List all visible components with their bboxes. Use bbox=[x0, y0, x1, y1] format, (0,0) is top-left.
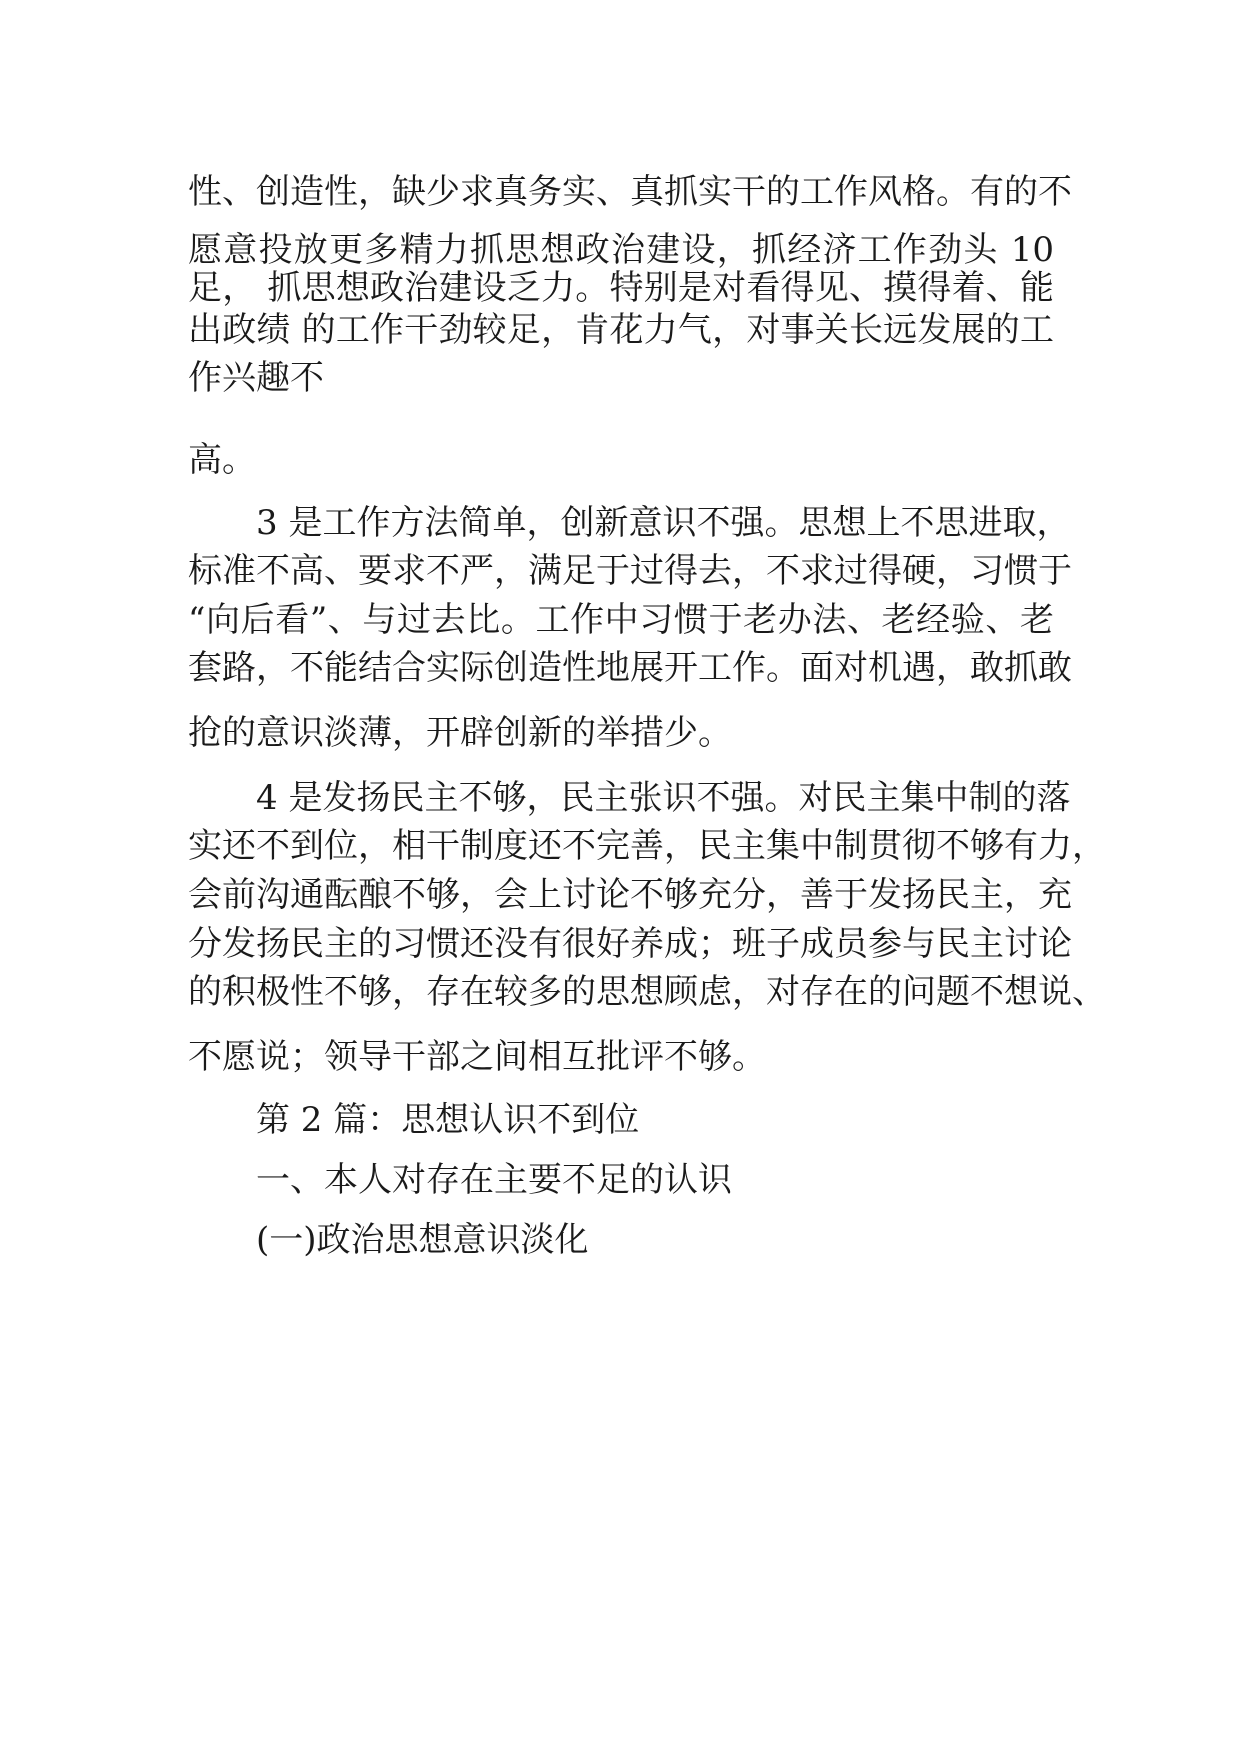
section-heading: (一)政治思想意识淡化 bbox=[256, 1220, 589, 1260]
paragraph-line: 3 是工作方法简单，创新意识不强。思想上不思进取， bbox=[256, 503, 1071, 543]
paragraph-line: “向后看”、与过去比。工作中习惯于老办法、老经验、老 bbox=[188, 600, 1054, 640]
paragraph-line: 愿意投放更多精力抓思想政治建设，抓经济工作劲头 10 bbox=[188, 230, 1054, 270]
paragraph-line: 性、创造性，缺少求真务实、真抓实干的工作风格。有的不 bbox=[188, 172, 1072, 212]
paragraph-line: 实还不到位，相干制度还不完善，民主集中制贯彻不够有力， bbox=[188, 826, 1106, 866]
paragraph-line: 标准不高、要求不严，满足于过得去，不求过得硬，习惯于 bbox=[188, 551, 1072, 591]
paragraph-line: 分发扬民主的习惯还没有很好养成；班子成员参与民主讨论 bbox=[188, 924, 1072, 964]
paragraph-line: 套路，不能结合实际创造性地展开工作。面对机遇，敢抓敢 bbox=[188, 648, 1072, 688]
paragraph-line: 高。 bbox=[188, 440, 256, 480]
paragraph-line: 4 是发扬民主不够，民主张识不强。对民主集中制的落 bbox=[256, 778, 1071, 818]
paragraph-line: 会前沟通酝酿不够，会上讨论不够充分，善于发扬民主，充 bbox=[188, 875, 1072, 915]
paragraph-line: 足， 抓思想政治建设乏力。特别是对看得见、摸得着、能 bbox=[188, 268, 1054, 308]
paragraph-line: 的积极性不够，存在较多的思想顾虑，对存在的问题不想说、 bbox=[188, 972, 1106, 1012]
section-heading: 一、本人对存在主要不足的认识 bbox=[256, 1160, 732, 1200]
paragraph-line: 不愿说；领导干部之间相互批评不够。 bbox=[188, 1037, 766, 1077]
paragraph-line: 抢的意识淡薄，开辟创新的举措少。 bbox=[188, 713, 732, 753]
section-heading: 第 2 篇：思想认识不到位 bbox=[256, 1100, 640, 1140]
paragraph-line: 作兴趣不 bbox=[188, 358, 324, 398]
paragraph-line: 出政绩 的工作干劲较足，肯花力气，对事关长远发展的工 bbox=[188, 310, 1054, 350]
